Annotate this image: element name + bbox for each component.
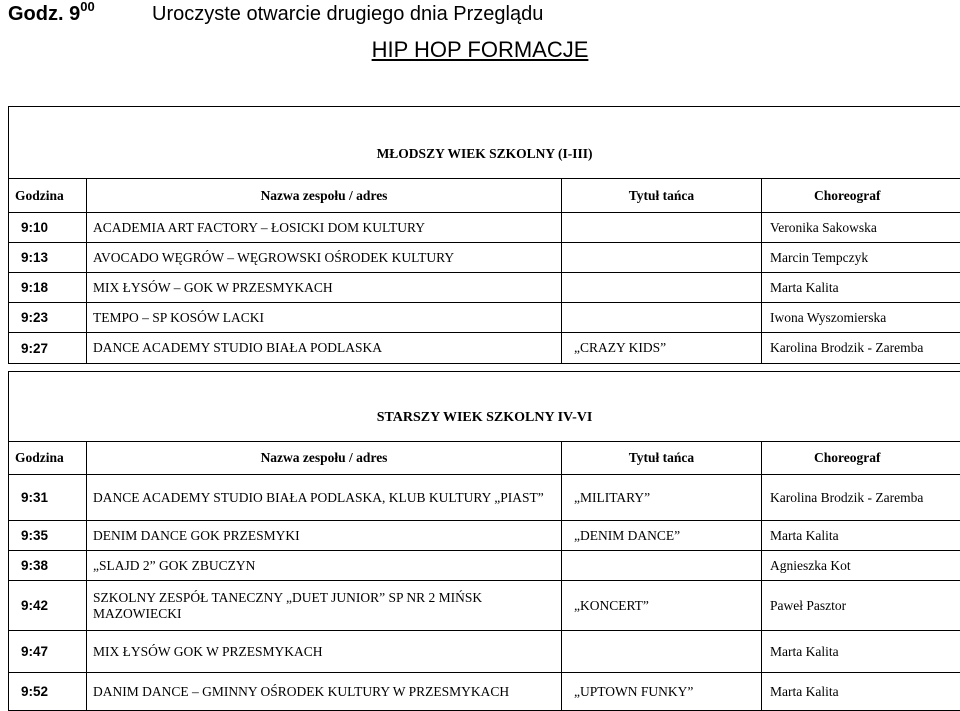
row-group: DANIM DANCE – GMINNY OŚRODEK KULTURY W PRZESMYKACH [87,673,562,711]
row-dance [562,303,762,333]
row-group: SZKOLNY ZESPÓŁ TANECZNY „DUET JUNIOR” SP NR 2 MIŃSK MAZOWIECKI [87,581,562,631]
section-1-title: MŁODSZY WIEK SZKOLNY (I-III) [9,107,960,179]
row-choreographer: Veronika Sakowska [762,213,960,243]
table-row [9,303,960,333]
row-time: 9:35 [9,521,87,551]
table-row [9,551,960,581]
row-time: 9:18 [9,273,87,303]
row-choreographer: Marta Kalita [762,673,960,711]
row-choreographer: Marcin Tempczyk [762,243,960,273]
row-time: 9:31 [9,475,87,521]
table-row [9,521,960,551]
row-group: MIX ŁYSÓW GOK W PRZESMYKACH [87,631,562,673]
row-time: 9:38 [9,551,87,581]
row-dance [562,243,762,273]
row-choreographer: Agnieszka Kot [762,551,960,581]
column-header-time: Godzina [9,179,87,213]
row-dance [562,273,762,303]
row-time: 9:23 [9,303,87,333]
row-group: AVOCADO WĘGRÓW – WĘGROWSKI OŚRODEK KULTURY [87,243,562,273]
row-choreographer: Marta Kalita [762,273,960,303]
row-choreographer: Marta Kalita [762,521,960,551]
section-2-title: STARSZY WIEK SZKOLNY IV-VI [9,372,960,442]
row-time: 9:42 [9,581,87,631]
row-dance [562,213,762,243]
column-header-choreographer: Choreograf [762,442,960,475]
row-time: 9:52 [9,673,87,711]
row-choreographer: Paweł Pasztor [762,581,960,631]
column-header-choreographer: Choreograf [762,179,960,213]
column-header-time: Godzina [9,442,87,475]
row-group: MIX ŁYSÓW – GOK W PRZESMYKACH [87,273,562,303]
document-header [0,0,960,72]
table-row [9,333,960,364]
row-group: „SLAJD 2” GOK ZBUCZYN [87,551,562,581]
row-group: DENIM DANCE GOK PRZESMYKI [87,521,562,551]
row-dance: „MILITARY” [562,475,762,521]
row-time: 9:10 [9,213,87,243]
row-group: DANCE ACADEMY STUDIO BIAŁA PODLASKA [87,333,562,364]
table-row [9,213,960,243]
row-choreographer: Karolina Brodzik - Zaremba [762,475,960,521]
row-dance: „KONCERT” [562,581,762,631]
table-row [9,243,960,273]
session-time-hour: Godz. 9 [8,3,81,25]
table-row [9,673,960,711]
column-header-dance: Tytuł tańca [562,442,762,475]
row-choreographer: Iwona Wyszomierska [762,303,960,333]
row-group: ACADEMIA ART FACTORY – ŁOSICKI DOM KULTURY [87,213,562,243]
row-dance [562,631,762,673]
session-time [8,0,95,26]
row-choreographer: Karolina Brodzik - Zaremba [762,333,960,364]
row-time: 9:47 [9,631,87,673]
table-row [9,475,960,521]
row-group: DANCE ACADEMY STUDIO BIAŁA PODLASKA, KLUB KULTURY „PIAST” [87,475,562,521]
row-dance: „DENIM DANCE” [562,521,762,551]
column-header-group: Nazwa zespołu / adres [87,179,562,213]
row-choreographer: Marta Kalita [762,631,960,673]
row-dance: „CRAZY KIDS” [562,333,762,364]
row-time: 9:27 [9,333,87,364]
section-1-column-headers [9,179,960,213]
column-header-group: Nazwa zespołu / adres [87,442,562,475]
table-row [9,581,960,631]
session-time-minutes: 00 [80,0,95,14]
column-header-dance: Tytuł tańca [562,179,762,213]
section-2-table [8,371,960,711]
table-row [9,631,960,673]
row-group: TEMPO – SP KOSÓW LACKI [87,303,562,333]
section-2-column-headers [9,442,960,475]
category-title: HIP HOP FORMACJE [371,37,589,62]
row-dance [562,551,762,581]
session-title: Uroczyste otwarcie drugiego dnia Przeglądu [152,3,544,25]
row-dance: „UPTOWN FUNKY” [562,673,762,711]
row-time: 9:13 [9,243,87,273]
table-row [9,273,960,303]
section-1-table [8,106,960,364]
